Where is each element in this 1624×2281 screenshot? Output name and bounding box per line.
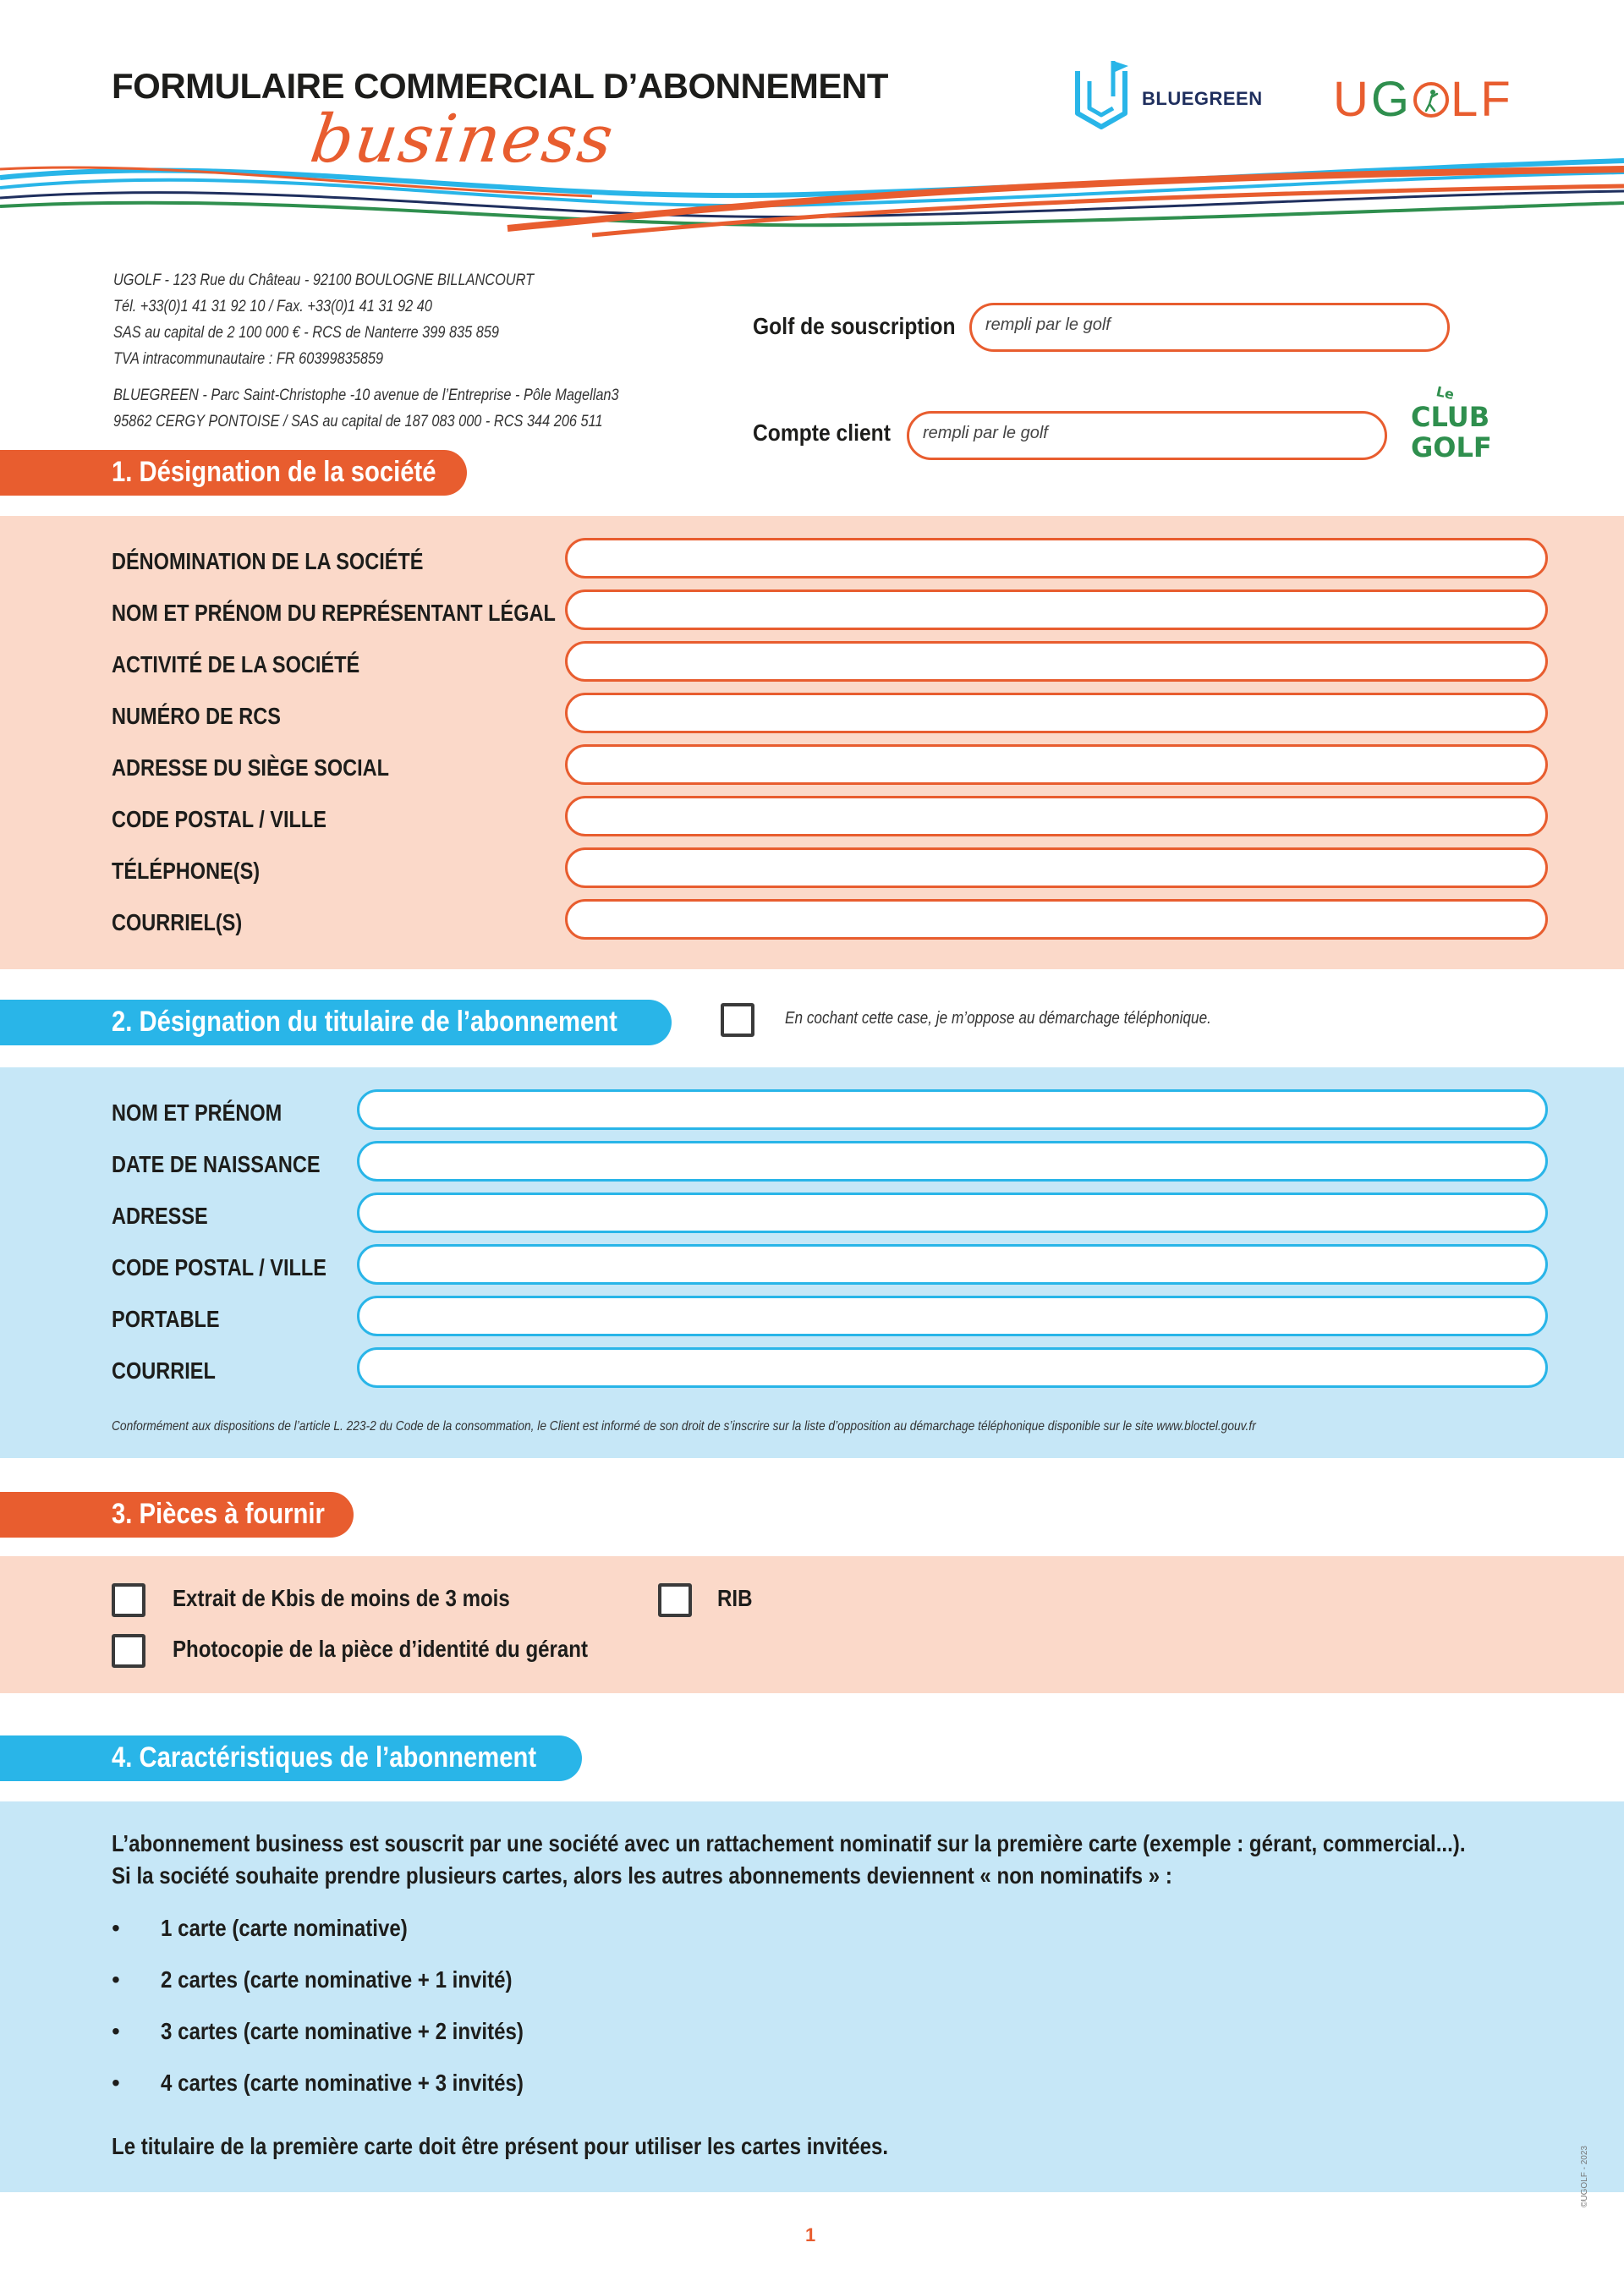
id-copy-checkbox[interactable] (112, 1634, 145, 1668)
form-title: FORMULAIRE COMMERCIAL D’ABONNEMENT (112, 66, 888, 106)
option-2-cards: 2 cartes (carte nominative + 1 invité) (161, 1966, 513, 1993)
rib-checkbox[interactable] (658, 1583, 692, 1617)
section1-field-label: CODE POSTAL / VILLE (112, 806, 326, 832)
ugolf-logo-rest: LF (1451, 72, 1513, 127)
ugolf-logo-g: G (1370, 72, 1413, 127)
company-line: SAS au capital de 2 100 000 € - RCS de Nanterre 399 835 859 (113, 324, 500, 342)
bloctel-notice: Conformément aux dispositions de l’article L. 223-2 du Code de la consommation, le Client est informé de son droit de s’inscrire sur la liste d’opposition au démarchage téléphonique disponible sur le site www.bloctel.gouv.fr (112, 1419, 1256, 1434)
option-4-cards: 4 cartes (carte nominative + 3 invités) (161, 2070, 524, 2096)
section1-field-label: ACTIVITÉ DE LA SOCIÉTÉ (112, 651, 360, 677)
company-line: 95862 CERGY PONTOISE / SAS au capital de 187 083 000 - RCS 344 206 511 (113, 413, 603, 430)
company-line: UGOLF - 123 Rue du Château - 92100 BOULOGNE BILLANCOURT (113, 271, 535, 289)
le-club-golf-logo-icon (1406, 379, 1492, 463)
section2-field-input[interactable] (357, 1089, 1548, 1130)
bullet: • (112, 2018, 120, 2044)
copyright: ©UGOLF - 2023 (1580, 2146, 1589, 2207)
bullet: • (112, 2070, 120, 2096)
svg-text:CLUB: CLUB (1411, 401, 1490, 433)
ugolf-logo-o-golfer-icon (1413, 82, 1449, 118)
section1-title: 1. Désignation de la société (0, 450, 467, 496)
bullet: • (112, 1915, 120, 1941)
option-1-card: 1 carte (carte nominative) (161, 1915, 408, 1941)
bullet: • (112, 1966, 120, 1993)
section2-field-label: PORTABLE (112, 1306, 220, 1332)
bluegreen-logo-text: BLUEGREEN (1142, 88, 1263, 109)
company-line: Tél. +33(0)1 41 31 92 10 / Fax. +33(0)1 41 31 92 40 (113, 298, 432, 315)
golf-souscription-label: Golf de souscription (753, 313, 956, 339)
svg-text:GOLF: GOLF (1411, 431, 1492, 463)
bluegreen-logo-icon (1067, 54, 1135, 130)
section2-field-input[interactable] (357, 1193, 1548, 1233)
company-info (113, 267, 619, 435)
section2-field-input[interactable] (357, 1296, 1548, 1336)
ugolf-logo-u: U (1333, 72, 1371, 127)
ugolf-logo (1333, 71, 1513, 128)
section1-field-label: DÉNOMINATION DE LA SOCIÉTÉ (112, 548, 424, 574)
section1-field-input[interactable] (565, 899, 1548, 940)
kbis-checkbox[interactable] (112, 1583, 145, 1617)
section1-field-input[interactable] (565, 538, 1548, 578)
section4-intro-1: L’abonnement business est souscrit par une société avec un rattachement nominatif sur la première carte (exemple : gérant, commercial...). (112, 1830, 1466, 1856)
section1-field-label: TÉLÉPHONE(S) (112, 858, 261, 884)
rib-label: RIB (717, 1585, 753, 1611)
section1-field-input[interactable] (565, 744, 1548, 785)
optout-text: En cochant cette case, je m’oppose au démarchage téléphonique. (785, 1009, 1211, 1028)
section1-field-input[interactable] (565, 641, 1548, 682)
section4-footer-note: Le titulaire de la première carte doit être présent pour utiliser les cartes invitées. (112, 2133, 889, 2159)
page-number: 1 (805, 2224, 816, 2245)
section2-field-label: COURRIEL (112, 1357, 216, 1384)
header-waves-decoration (0, 144, 1624, 245)
section2-field-label: ADRESSE (112, 1203, 208, 1229)
section1-field-label: ADRESSE DU SIÈGE SOCIAL (112, 754, 390, 781)
svg-text:Le: Le (1435, 383, 1456, 403)
section4-intro-2: Si la société souhaite prendre plusieurs cartes, alors les autres abonnements deviennent « non nominatifs » : (112, 1862, 1172, 1889)
section4-title: 4. Caractéristiques de l’abonnement (0, 1735, 582, 1781)
section2-field-label: NOM ET PRÉNOM (112, 1099, 283, 1126)
kbis-label: Extrait de Kbis de moins de 3 mois (173, 1585, 510, 1611)
optout-checkbox[interactable] (721, 1003, 754, 1037)
section1-field-input[interactable] (565, 796, 1548, 836)
section3-title: 3. Pièces à fournir (0, 1492, 354, 1538)
compte-client-label: Compte client (753, 419, 891, 446)
section2-field-input[interactable] (357, 1141, 1548, 1182)
section1-field-input[interactable] (565, 693, 1548, 733)
golf-souscription-field[interactable]: rempli par le golf (969, 303, 1450, 352)
section3-band (0, 1556, 1624, 1693)
section2-field-input[interactable] (357, 1347, 1548, 1388)
section1-field-label: NUMÉRO DE RCS (112, 703, 281, 729)
section2-field-label: CODE POSTAL / VILLE (112, 1254, 326, 1280)
section1-field-label: COURRIEL(S) (112, 909, 243, 935)
section1-field-label: NOM ET PRÉNOM DU REPRÉSENTANT LÉGAL (112, 600, 556, 626)
section1-field-input[interactable] (565, 847, 1548, 888)
company-line: BLUEGREEN - Parc Saint-Christophe -10 avenue de l’Entreprise - Pôle Magellan3 (113, 387, 619, 404)
option-3-cards: 3 cartes (carte nominative + 2 invités) (161, 2018, 524, 2044)
section2-field-input[interactable] (357, 1244, 1548, 1285)
business-script-word: business (305, 101, 619, 178)
company-line: TVA intracommunautaire : FR 60399835859 (113, 350, 384, 368)
compte-client-field[interactable]: rempli par le golf (907, 411, 1387, 460)
section2-field-label: DATE DE NAISSANCE (112, 1151, 321, 1177)
section2-title: 2. Désignation du titulaire de l’abonnement (0, 1000, 672, 1045)
id-copy-label: Photocopie de la pièce d’identité du gérant (173, 1636, 589, 1662)
section1-field-input[interactable] (565, 589, 1548, 630)
